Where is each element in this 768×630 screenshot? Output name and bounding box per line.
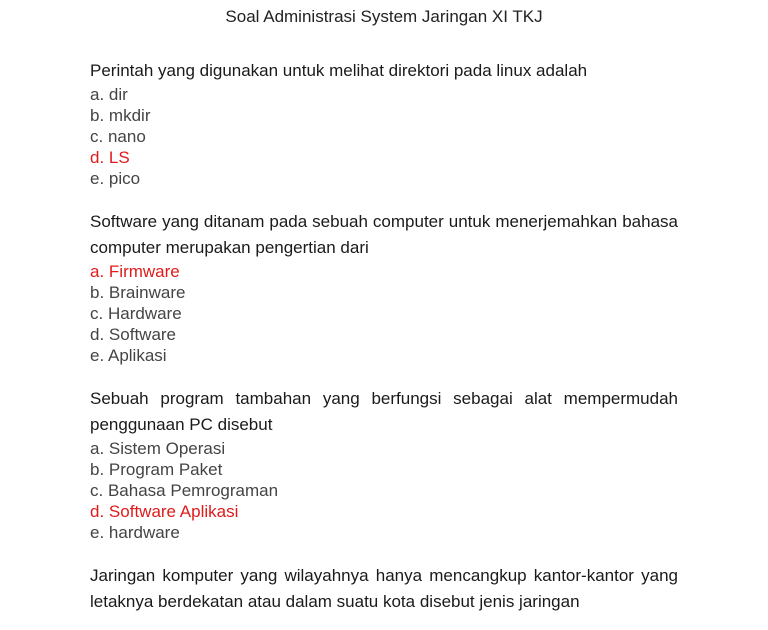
option-e	[90, 345, 678, 366]
option-letter: a.	[90, 439, 105, 458]
question-text: Sebuah program tambahan yang berfungsi sebagai alat mempermudah penggunaan PC disebut	[90, 389, 678, 434]
option-text: Sistem Operasi	[108, 439, 226, 458]
option-letter: a.	[90, 262, 105, 281]
option-text: nano	[107, 127, 146, 146]
question-list	[90, 58, 678, 630]
option-text: hardware	[108, 523, 180, 542]
option-text: Aplikasi	[107, 346, 167, 365]
option-b	[90, 282, 678, 303]
option-c	[90, 480, 678, 501]
option-text: dir	[108, 85, 128, 104]
option-letter: d.	[90, 148, 105, 167]
option-letter: c.	[90, 481, 104, 500]
option-text: Brainware	[108, 283, 186, 302]
option-letter: e.	[90, 169, 105, 188]
option-text: Program Paket	[108, 460, 223, 479]
option-e	[90, 522, 678, 543]
option-c	[90, 303, 678, 324]
option-b	[90, 459, 678, 480]
option-a	[90, 261, 678, 282]
option-letter: a.	[90, 85, 105, 104]
option-letter: d.	[90, 502, 105, 521]
option-list	[90, 261, 678, 366]
question-text: Software yang ditanam pada sebuah computer untuk menerjemahkan bahasa computer merupakan pengertian dari	[90, 212, 678, 257]
option-letter: e.	[90, 346, 105, 365]
option-letter: b.	[90, 106, 105, 125]
option-letter: d.	[90, 325, 105, 344]
question-1	[90, 58, 678, 189]
option-text: mkdir	[108, 106, 151, 125]
question-4	[90, 563, 678, 615]
option-text: Software	[108, 325, 177, 344]
question-text: Perintah yang digunakan untuk melihat direktori pada linux adalah	[90, 61, 588, 80]
option-a	[90, 438, 678, 459]
option-letter: c.	[90, 127, 104, 146]
question-text: Jaringan komputer yang wilayahnya hanya mencangkup kantor-kantor yang letaknya berdekatan atau dalam suatu kota disebut jenis jaringan	[90, 566, 678, 611]
option-d	[90, 147, 678, 168]
document-title: Soal Administrasi System Jaringan XI TKJ	[225, 7, 543, 26]
option-c	[90, 126, 678, 147]
option-text: Hardware	[107, 304, 182, 323]
option-d	[90, 324, 678, 345]
option-list	[90, 438, 678, 543]
option-a	[90, 84, 678, 105]
option-letter: c.	[90, 304, 104, 323]
question-3	[90, 386, 678, 543]
option-text: pico	[108, 169, 141, 188]
option-text: Firmware	[108, 262, 180, 281]
option-letter: b.	[90, 283, 105, 302]
option-text: Bahasa Pemrograman	[107, 481, 279, 500]
option-e	[90, 168, 678, 189]
option-b	[90, 105, 678, 126]
option-text: Software Aplikasi	[108, 502, 239, 521]
option-letter: e.	[90, 523, 105, 542]
option-letter: b.	[90, 460, 105, 479]
option-text: LS	[108, 148, 130, 167]
question-2	[90, 209, 678, 366]
option-d	[90, 501, 678, 522]
option-list	[90, 84, 678, 189]
